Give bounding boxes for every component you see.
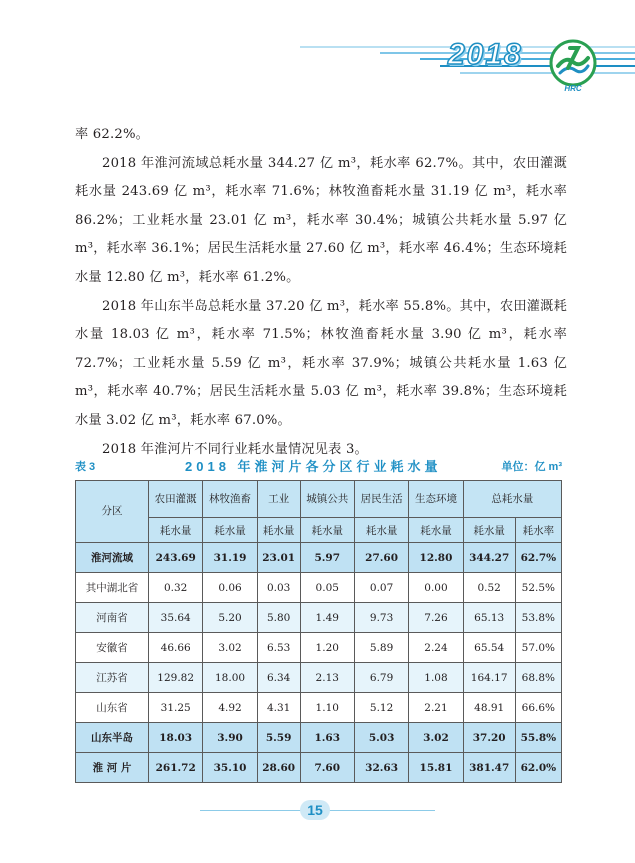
value-cell: 48.91	[463, 693, 515, 723]
header-decoration	[0, 0, 635, 110]
sub-header: 耗水量	[463, 518, 515, 543]
value-cell: 62.0%	[515, 753, 561, 783]
sub-header: 耗水量	[203, 518, 257, 543]
region-header: 分区	[76, 481, 149, 543]
value-cell: 5.59	[257, 723, 300, 753]
table-unit: 单位：亿 m³	[501, 461, 562, 473]
logo-text: HRC	[564, 84, 582, 93]
group-header: 居民生活	[354, 481, 408, 518]
value-cell: 3.02	[203, 633, 257, 663]
table-title: 2018 年淮河片各分区行业耗水量	[185, 459, 442, 474]
header-year: 2018	[448, 38, 523, 71]
region-cell: 安徽省	[76, 633, 149, 663]
group-header: 城镇公共	[300, 481, 354, 518]
value-cell: 9.73	[354, 603, 408, 633]
sub-header: 耗水量	[354, 518, 408, 543]
value-cell: 23.01	[257, 543, 300, 573]
group-header: 林牧渔畜	[203, 481, 257, 518]
table-caption	[75, 456, 562, 476]
value-cell: 344.27	[463, 543, 515, 573]
region-cell: 山东半岛	[76, 723, 149, 753]
value-cell: 57.0%	[515, 633, 561, 663]
value-cell: 261.72	[149, 753, 203, 783]
group-header: 总耗水量	[463, 481, 561, 518]
value-cell: 18.03	[149, 723, 203, 753]
value-cell: 5.80	[257, 603, 300, 633]
sub-header: 耗水量	[300, 518, 354, 543]
water-consumption-table	[75, 480, 562, 783]
value-cell: 0.05	[300, 573, 354, 603]
value-cell: 4.92	[203, 693, 257, 723]
value-cell: 27.60	[354, 543, 408, 573]
value-cell: 2.21	[409, 693, 463, 723]
group-header: 工业	[257, 481, 300, 518]
value-cell: 0.52	[463, 573, 515, 603]
value-cell: 243.69	[149, 543, 203, 573]
hrc-logo-icon	[548, 38, 598, 88]
value-cell: 37.20	[463, 723, 515, 753]
value-cell: 35.10	[203, 753, 257, 783]
value-cell: 12.80	[409, 543, 463, 573]
value-cell: 28.60	[257, 753, 300, 783]
paragraph: 率 62.2%。	[75, 127, 150, 142]
value-cell: 0.07	[354, 573, 408, 603]
value-cell: 52.5%	[515, 573, 561, 603]
value-cell: 46.66	[149, 633, 203, 663]
region-cell: 河南省	[76, 603, 149, 633]
value-cell: 5.12	[354, 693, 408, 723]
value-cell: 1.20	[300, 633, 354, 663]
sub-header: 耗水率	[515, 518, 561, 543]
value-cell: 2.24	[409, 633, 463, 663]
table-row	[76, 753, 562, 783]
region-cell: 淮 河 片	[76, 753, 149, 783]
value-cell: 0.32	[149, 573, 203, 603]
paragraph: 2018 年山东半岛总耗水量 37.20 亿 m³，耗水率 55.8%。其中，农田灌溉耗水量 18.03 亿 m³，耗水率 71.5%；林牧渔畜耗水量 3.90 亿 m³，耗水率 72.7%；工业耗水量 5.59 亿 m³，耗水率 37.9%；城镇公共耗水量 1.63 亿 m³，耗水率 40.7%；居民生活耗水量 5.03 亿 m³，耗水率 39.8%；生态环境耗水量 3.02 亿 m³，耗水率 67.0%。	[75, 298, 567, 428]
value-cell: 1.08	[409, 663, 463, 693]
table-body	[76, 543, 562, 783]
value-cell: 53.8%	[515, 603, 561, 633]
value-cell: 31.25	[149, 693, 203, 723]
region-cell: 山东省	[76, 693, 149, 723]
table-row	[76, 693, 562, 723]
value-cell: 55.8%	[515, 723, 561, 753]
value-cell: 15.81	[409, 753, 463, 783]
value-cell: 3.90	[203, 723, 257, 753]
value-cell: 5.20	[203, 603, 257, 633]
value-cell: 18.00	[203, 663, 257, 693]
value-cell: 1.49	[300, 603, 354, 633]
value-cell: 7.60	[300, 753, 354, 783]
value-cell: 6.53	[257, 633, 300, 663]
value-cell: 0.03	[257, 573, 300, 603]
value-cell: 65.13	[463, 603, 515, 633]
table-row	[76, 603, 562, 633]
table-label: 表 3	[75, 461, 96, 473]
table-row	[76, 663, 562, 693]
value-cell: 5.89	[354, 633, 408, 663]
value-cell: 65.54	[463, 633, 515, 663]
value-cell: 62.7%	[515, 543, 561, 573]
body-text	[75, 121, 567, 464]
value-cell: 3.02	[409, 723, 463, 753]
value-cell: 35.64	[149, 603, 203, 633]
sub-header: 耗水量	[409, 518, 463, 543]
table-row	[76, 543, 562, 573]
region-cell: 江苏省	[76, 663, 149, 693]
region-cell: 其中湖北省	[76, 573, 149, 603]
paragraph: 2018 年淮河片不同行业耗水量情况见表 3。	[102, 441, 368, 457]
value-cell: 381.47	[463, 753, 515, 783]
sub-header: 耗水量	[257, 518, 300, 543]
value-cell: 129.82	[149, 663, 203, 693]
value-cell: 0.06	[203, 573, 257, 603]
value-cell: 6.79	[354, 663, 408, 693]
value-cell: 4.31	[257, 693, 300, 723]
value-cell: 7.26	[409, 603, 463, 633]
value-cell: 68.8%	[515, 663, 561, 693]
value-cell: 1.10	[300, 693, 354, 723]
table-row	[76, 723, 562, 753]
group-header: 生态环境	[409, 481, 463, 518]
value-cell: 6.34	[257, 663, 300, 693]
table-row	[76, 573, 562, 603]
value-cell: 5.03	[354, 723, 408, 753]
value-cell: 66.6%	[515, 693, 561, 723]
region-cell: 淮河流域	[76, 543, 149, 573]
group-header: 农田灌溉	[149, 481, 203, 518]
value-cell: 31.19	[203, 543, 257, 573]
paragraph: 2018 年淮河流域总耗水量 344.27 亿 m³，耗水率 62.7%。其中，农田灌溉耗水量 243.69 亿 m³，耗水率 71.6%；林牧渔畜耗水量 31.19 亿 m³，耗水率 86.2%；工业耗水量 23.01 亿 m³，耗水率 30.4%；城镇公共耗水量 5.97 亿 m³，耗水率 36.1%；居民生活耗水量 27.60 亿 m³，耗水率 46.4%；生态环境耗水量 12.80 亿 m³，耗水率 61.2%。	[75, 155, 567, 285]
page-number: 15	[300, 800, 330, 820]
sub-header: 耗水量	[149, 518, 203, 543]
value-cell: 5.97	[300, 543, 354, 573]
table-row	[76, 633, 562, 663]
value-cell: 164.17	[463, 663, 515, 693]
value-cell: 2.13	[300, 663, 354, 693]
value-cell: 32.63	[354, 753, 408, 783]
value-cell: 1.63	[300, 723, 354, 753]
value-cell: 0.00	[409, 573, 463, 603]
